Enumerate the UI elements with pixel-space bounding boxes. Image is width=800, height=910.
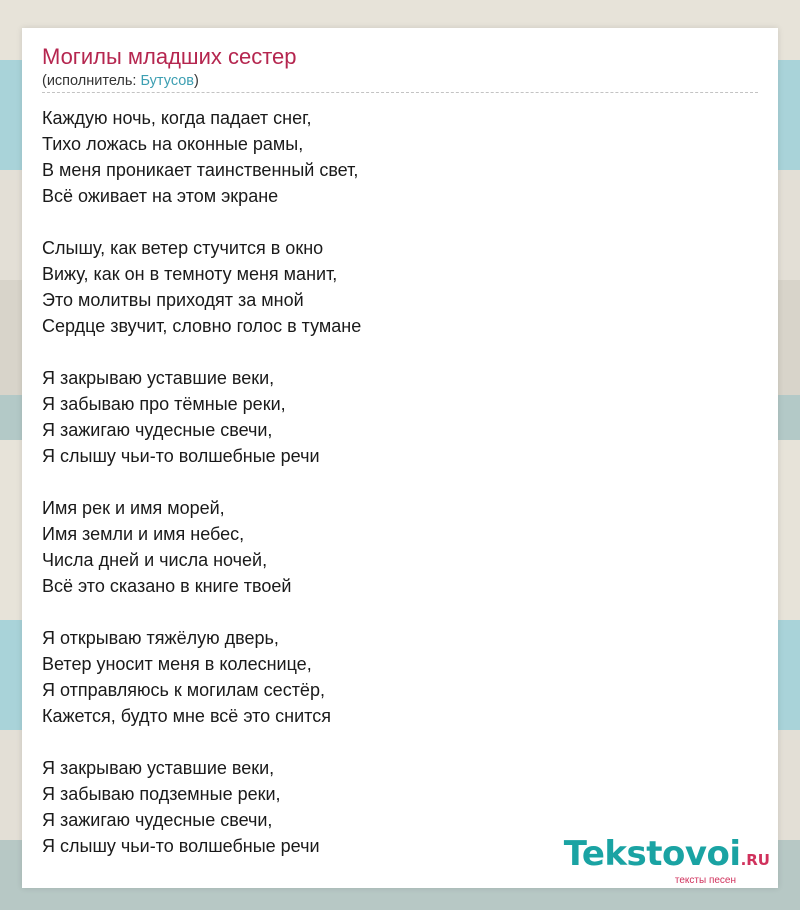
artist-link[interactable]: Бутусов bbox=[140, 73, 195, 89]
logo-wordmark bbox=[563, 834, 770, 877]
lyrics-card bbox=[22, 28, 778, 888]
lyric-line: Всё это сказано в книге твоей bbox=[42, 576, 292, 596]
lyric-line: Всё оживает на этом экране bbox=[42, 186, 279, 206]
stanza-gap bbox=[42, 599, 361, 625]
lyric-line: В меня проникает таинственный свет, bbox=[42, 160, 359, 180]
stanza-gap bbox=[42, 209, 361, 235]
song-title: Могилы младших сестер bbox=[42, 44, 297, 69]
stanza-gap bbox=[42, 469, 361, 495]
lyric-line: Я отправляюсь к могилам сестёр, bbox=[42, 680, 325, 700]
lyric-line: Я закрываю уставшие веки, bbox=[42, 368, 275, 388]
stanza-gap bbox=[42, 729, 361, 755]
logo-tagline: тексты песен bbox=[674, 875, 736, 886]
lyric-line: Кажется, будто мне всё это снится bbox=[42, 706, 331, 726]
lyric-line: Это молитвы приходят за мной bbox=[42, 290, 304, 310]
lyric-line: Я зажигаю чудесные свечи, bbox=[42, 420, 273, 440]
lyric-line: Имя рек и имя морей, bbox=[42, 498, 225, 518]
lyric-line: Я забываю подземные реки, bbox=[42, 784, 281, 804]
lyric-line: Имя земли и имя небес, bbox=[42, 524, 245, 544]
lyrics-body bbox=[42, 105, 361, 859]
lyric-line: Тихо ложась на оконные рамы, bbox=[42, 134, 304, 154]
artist-line bbox=[42, 73, 199, 89]
lyric-line: Я слышу чьи-то волшебные речи bbox=[42, 836, 320, 856]
logo-tld: .RU bbox=[740, 851, 770, 869]
artist-prefix: (исполнитель: bbox=[42, 73, 141, 89]
stanza-gap bbox=[42, 339, 361, 365]
lyric-line: Я закрываю уставшие веки, bbox=[42, 758, 275, 778]
lyric-line: Я зажигаю чудесные свечи, bbox=[42, 810, 273, 830]
title-divider bbox=[42, 92, 758, 93]
logo-name: Tekstovoi bbox=[563, 834, 741, 874]
lyric-line: Числа дней и числа ночей, bbox=[42, 550, 268, 570]
lyric-line: Слышу, как ветер стучится в окно bbox=[42, 238, 324, 258]
lyric-line: Каждую ночь, когда падает снег, bbox=[42, 108, 312, 128]
lyric-line: Я открываю тяжёлую дверь, bbox=[42, 628, 279, 648]
lyric-line: Я забываю про тёмные реки, bbox=[42, 394, 286, 414]
lyric-line: Сердце звучит, словно голос в тумане bbox=[42, 316, 362, 336]
lyric-line: Ветер уносит меня в колеснице, bbox=[42, 654, 312, 674]
artist-suffix: ) bbox=[194, 73, 199, 89]
site-logo[interactable] bbox=[563, 834, 770, 886]
lyric-line: Я слышу чьи-то волшебные речи bbox=[42, 446, 320, 466]
lyric-line: Вижу, как он в темноту меня манит, bbox=[42, 264, 338, 284]
